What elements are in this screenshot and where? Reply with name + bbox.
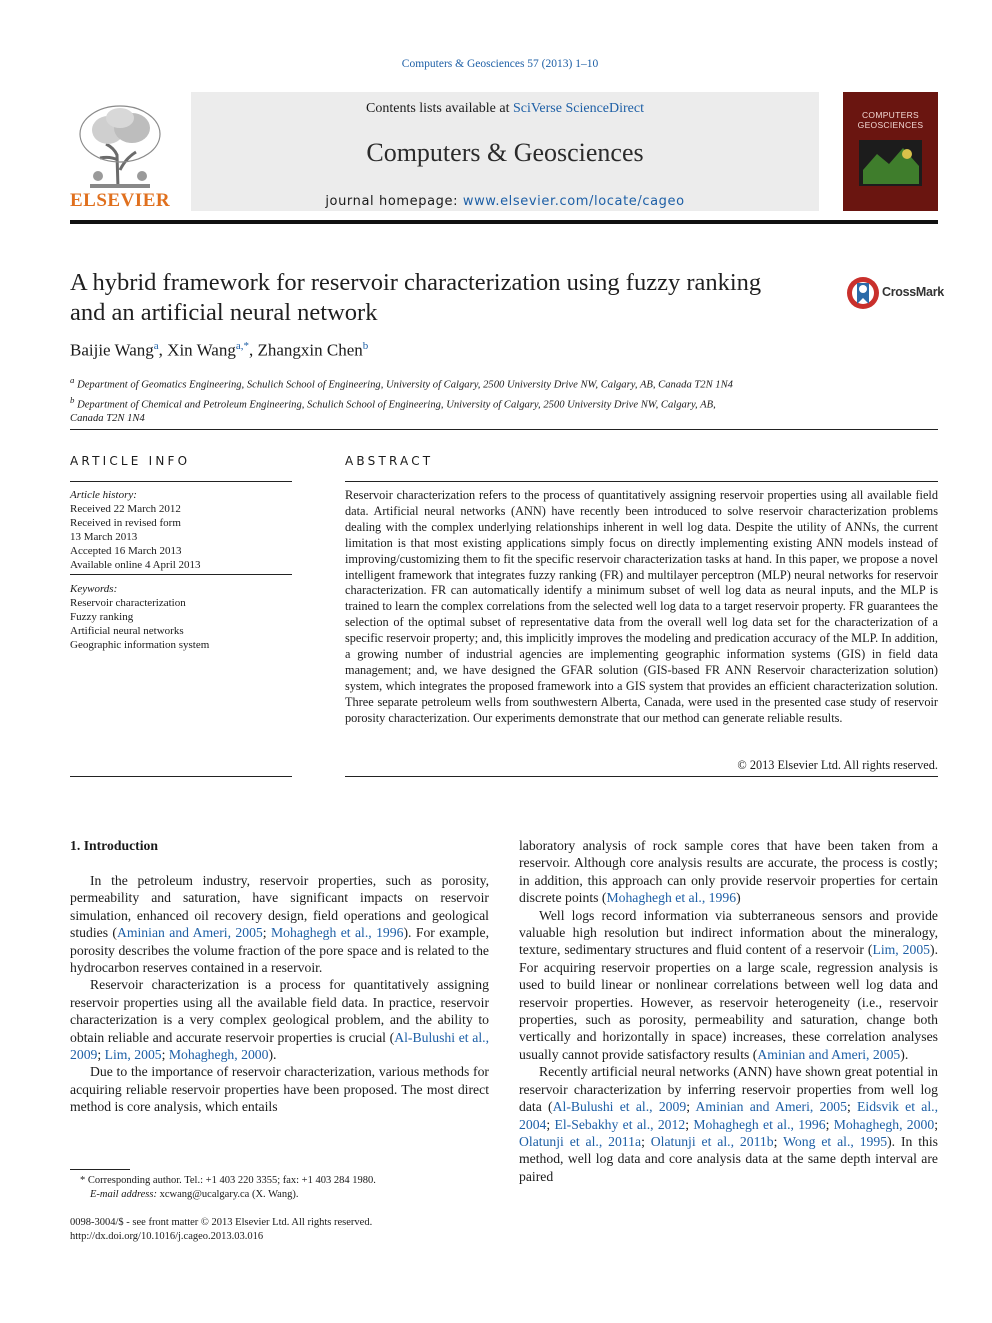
affiliation-b-cont: Canada T2N 1N4	[70, 413, 145, 425]
citation-link[interactable]: Mohaghegh et al., 1996	[693, 1116, 826, 1132]
crossmark-badge[interactable]	[846, 276, 944, 310]
body-text: ;	[934, 1116, 938, 1132]
doi-link[interactable]: http://dx.doi.org/10.1016/j.cageo.2013.03.016	[70, 1231, 264, 1242]
keyword: Artificial neural networks	[70, 625, 184, 637]
author-name[interactable]: Baijie Wang	[70, 340, 154, 360]
body-text: In the petroleum industry, reservoir properties, such as porosity, permeability and saturation, have significant impacts on reservoir simulation, enhanced oil recovery design, field operations and geological studies (	[70, 873, 489, 941]
crossmark-icon	[846, 276, 880, 310]
body-text: Well logs record information via subterraneous sensors and provide valuable high resolution but indirect information about the mineralogy, texture, sedimentary structures and fluid content of a reservoir (	[519, 907, 938, 958]
citation-link[interactable]: El-Sebakhy et al., 2012	[554, 1116, 686, 1132]
left-column	[70, 872, 489, 1116]
article-history	[70, 488, 292, 572]
body-text: ;	[161, 1047, 169, 1063]
email-line	[70, 1188, 490, 1202]
body-paragraph	[519, 907, 938, 1064]
author-separator: ,	[158, 340, 168, 360]
journal-name: Computers & Geosciences	[366, 138, 644, 167]
cover-title-line2: GEOSCIENCES	[857, 120, 924, 130]
abstract-bottom-rule	[345, 776, 938, 777]
abstract-label: ABSTRACT	[345, 454, 434, 468]
history-item: Received in revised form	[70, 517, 181, 529]
keyword: Geographic information system	[70, 639, 210, 651]
keywords-rule	[70, 574, 292, 575]
affiliation-text: Department of Geomatics Engineering, Schulich School of Engineering, University of Calgary, 2500 University Drive NW, Calgary, AB, Canada T2N 1N4	[77, 379, 733, 391]
body-text: ). For example, porosity describes the volume fraction of the pore space and is related to the hydrocarbon reserves contained in a reservoir.	[70, 925, 490, 976]
citation-link[interactable]: Wong et al., 1995	[783, 1133, 888, 1149]
footnote-rule	[70, 1169, 130, 1170]
article-info-label: ARTICLE INFO	[70, 454, 191, 468]
author-affiliation-mark[interactable]: a,*	[235, 340, 249, 352]
body-paragraph	[519, 1063, 938, 1185]
citation-link[interactable]: Olatunji et al., 2011b	[650, 1133, 774, 1149]
abstract-text: Reservoir characterization refers to the process of quantitatively assigning reservoir properties using all available field data. Artificial neural networks (ANN) have recently been introduced to solve reservoir characterization problems dealing with the complex underlying relationships inherent in well log data. Despite the utility of ANNs, the current limitation is that most existing applications simply focus on directly implementing existing ANN models instead of improving/customizing them to fit the specific reservoir characterization tasks at hand. In this paper, we propose a novel intelligent framework that integrates fuzzy ranking (FR) and multilayer perceptron (MLP) neural networks for reservoir characterization. FR can automatically identify a minimum subset of well log data as neural inputs, and the MLP is trained to learn the complex correlations from the selected well log data to a target reservoir property. FR guarantees the selection of the optimal subset of representative data from the overall well log data set for the characterization of a specific reservoir property; and, this implicitly improves the modeling and predication accuracy of the MLP. In addition, a growing number of industrial agencies are implementing geographic information systems (GIS) in field data management; and, we have designed the GFAR solution (GIS-based FR ANN Reservoir characterization solution) system, which integrates the proposed framework into a GIS system that provides an efficient characterization solution. Three separate petroleum wells from southwestern Alberta, Canada, were used in the presented case study of reservoir porosity characterization. Our experiments demonstrate that our method can generate reliable results.	[345, 488, 938, 725]
journal-cover-thumbnail[interactable]	[843, 92, 938, 211]
affiliations	[70, 373, 850, 426]
body-text: ;	[97, 1047, 105, 1063]
keyword: Fuzzy ranking	[70, 611, 134, 623]
contents-prefix: Contents lists available at	[366, 101, 513, 116]
citation-link[interactable]: Mohaghegh et al., 1996	[270, 925, 404, 941]
affiliation-mark: a	[70, 375, 75, 385]
author-list	[70, 340, 368, 361]
body-text: Recently artificial neural networks (ANN) have shown great potential in reservoir characterization by inferring reservoir properties from well log data (	[519, 1064, 938, 1115]
body-paragraph	[519, 837, 938, 907]
body-text: ;	[685, 1116, 694, 1132]
author-name[interactable]: Xin Wang	[167, 340, 236, 360]
history-heading: Article history:	[70, 489, 137, 501]
citation-link[interactable]: Mohaghegh, 2000	[833, 1116, 935, 1132]
journal-reference[interactable]: Computers & Geosciences 57 (2013) 1–10	[401, 58, 599, 70]
affiliation-a	[70, 373, 850, 393]
email-value[interactable]: xcwang@ucalgary.ca (X. Wang).	[156, 1189, 299, 1200]
citation-link[interactable]: Al-Bulushi et al., 2009	[552, 1099, 687, 1115]
body-text: ). In this method, well log data and core analysis data at the same depth interval are paired	[519, 1133, 939, 1184]
elsevier-wordmark: ELSEVIER	[70, 190, 171, 211]
body-text: )	[736, 890, 741, 906]
keywords	[70, 582, 292, 652]
body-text: ).	[900, 1046, 909, 1062]
citation-link[interactable]: Aminian and Ameri, 2005	[695, 1099, 847, 1115]
cover-image-icon	[859, 140, 922, 186]
keyword: Reservoir characterization	[70, 597, 186, 609]
homepage-prefix: journal homepage:	[325, 194, 463, 209]
citation-link[interactable]: Eidsvik et al., 2004	[519, 1099, 938, 1132]
front-matter	[70, 1216, 490, 1244]
citation-link[interactable]: Olatunji et al., 2011a	[519, 1133, 642, 1149]
cover-title	[843, 110, 938, 130]
body-text: ;	[846, 1099, 858, 1115]
article-title	[70, 268, 850, 328]
citation-link[interactable]: Lim, 2005	[104, 1047, 162, 1063]
body-text: Reservoir characterization is a process for quantitatively assigning reservoir properties using all the available field data. In practice, reservoir characterization is a very complex geological problem, and the ability to obtain reliable and accurate reservoir properties is crucial (	[70, 977, 489, 1045]
crossmark-label: CrossMark	[882, 285, 944, 299]
history-item: Available online 4 April 2013	[70, 559, 201, 571]
author-separator: ,	[249, 340, 258, 360]
body-text: ).	[268, 1047, 277, 1063]
sciencedirect-link[interactable]: SciVerse ScienceDirect	[512, 101, 644, 116]
body-text: ). For acquiring reservoir properties on a large scale, regression analysis is used to build linear or nonlinear correlations between well log data and reservoir properties. However, as reservoir heterogeneity (i.e., reservoir properties, such as porosity, permeability and saturation, change both vertically and horizontally in space) increases, these correlation analyses usually cannot provide satisfactory results (	[519, 942, 939, 1062]
citation-link[interactable]: Aminian and Ameri, 2005	[116, 925, 263, 941]
affiliation-b	[70, 393, 850, 413]
contents-line	[191, 101, 819, 117]
right-column	[519, 837, 938, 1185]
history-item: Accepted 16 March 2013	[70, 545, 182, 557]
corresponding-author: * Corresponding author. Tel.: +1 403 220 3355; fax: +1 403 284 1980.	[80, 1175, 376, 1186]
title-line-2: and an artificial neural network	[70, 299, 378, 326]
journal-homepage-line	[191, 194, 819, 209]
history-item: Received 22 March 2012	[70, 503, 181, 515]
body-paragraph	[70, 976, 489, 1063]
author-affiliation-mark[interactable]: b	[362, 340, 369, 352]
citation-link[interactable]: Aminian and Ameri, 2005	[757, 1046, 901, 1062]
email-label: E-mail address:	[90, 1189, 157, 1200]
affiliation-mark: b	[70, 394, 75, 405]
body-text: ;	[546, 1116, 555, 1132]
citation-link[interactable]: Al-Bulushi et al., 2009	[70, 1029, 489, 1063]
body-text: ;	[686, 1099, 696, 1115]
article-info-rule	[70, 481, 292, 482]
abstract-rule	[345, 481, 938, 482]
body-paragraph	[70, 872, 489, 976]
body-text: ;	[641, 1133, 651, 1149]
citation-link[interactable]: Mohaghegh et al., 1996	[606, 890, 737, 906]
issn-line: 0098-3004/$ - see front matter © 2013 Elsevier Ltd. All rights reserved.	[70, 1217, 373, 1228]
footnote	[70, 1174, 490, 1202]
author-name[interactable]: Zhangxin Chen	[257, 340, 363, 360]
title-line-1: A hybrid framework for reservoir characterization using fuzzy ranking	[70, 269, 762, 296]
history-item: 13 March 2013	[70, 531, 138, 543]
cover-title-line1: COMPUTERS	[861, 110, 919, 120]
article-info-bottom-rule	[70, 776, 292, 777]
body-text: Due to the importance of reservoir characterization, various methods for acquiring reliable reservoir properties have been proposed. The most direct method is core analysis, which entails	[70, 1064, 489, 1115]
affiliation-text: Department of Chemical and Petroleum Engineering, Schulich School of Engineering, University of Calgary, 2500 University Drive NW, Calgary, AB,	[77, 399, 716, 411]
affiliation-divider	[70, 429, 938, 430]
section-heading: 1. Introduction	[70, 838, 158, 853]
citation-link[interactable]: Lim, 2005	[872, 942, 931, 958]
body-text: ;	[262, 925, 271, 941]
header-rule	[70, 220, 938, 224]
body-text: ;	[773, 1133, 784, 1149]
citation-link[interactable]: Mohaghegh, 2000	[168, 1047, 269, 1063]
keywords-heading: Keywords:	[70, 583, 118, 595]
author-affiliation-mark[interactable]: a	[153, 340, 159, 352]
abstract-copyright: © 2013 Elsevier Ltd. All rights reserved.	[737, 758, 938, 772]
body-text: ;	[825, 1116, 834, 1132]
homepage-link[interactable]: www.elsevier.com/locate/cageo	[462, 194, 685, 209]
body-text: laboratory analysis of rock sample cores that have been taken from a reservoir. Although core analysis results are accurate, the process is costly; in addition, this approach can only provide reservoir properties for certain discrete points (	[519, 838, 938, 906]
body-paragraph	[70, 1063, 489, 1115]
